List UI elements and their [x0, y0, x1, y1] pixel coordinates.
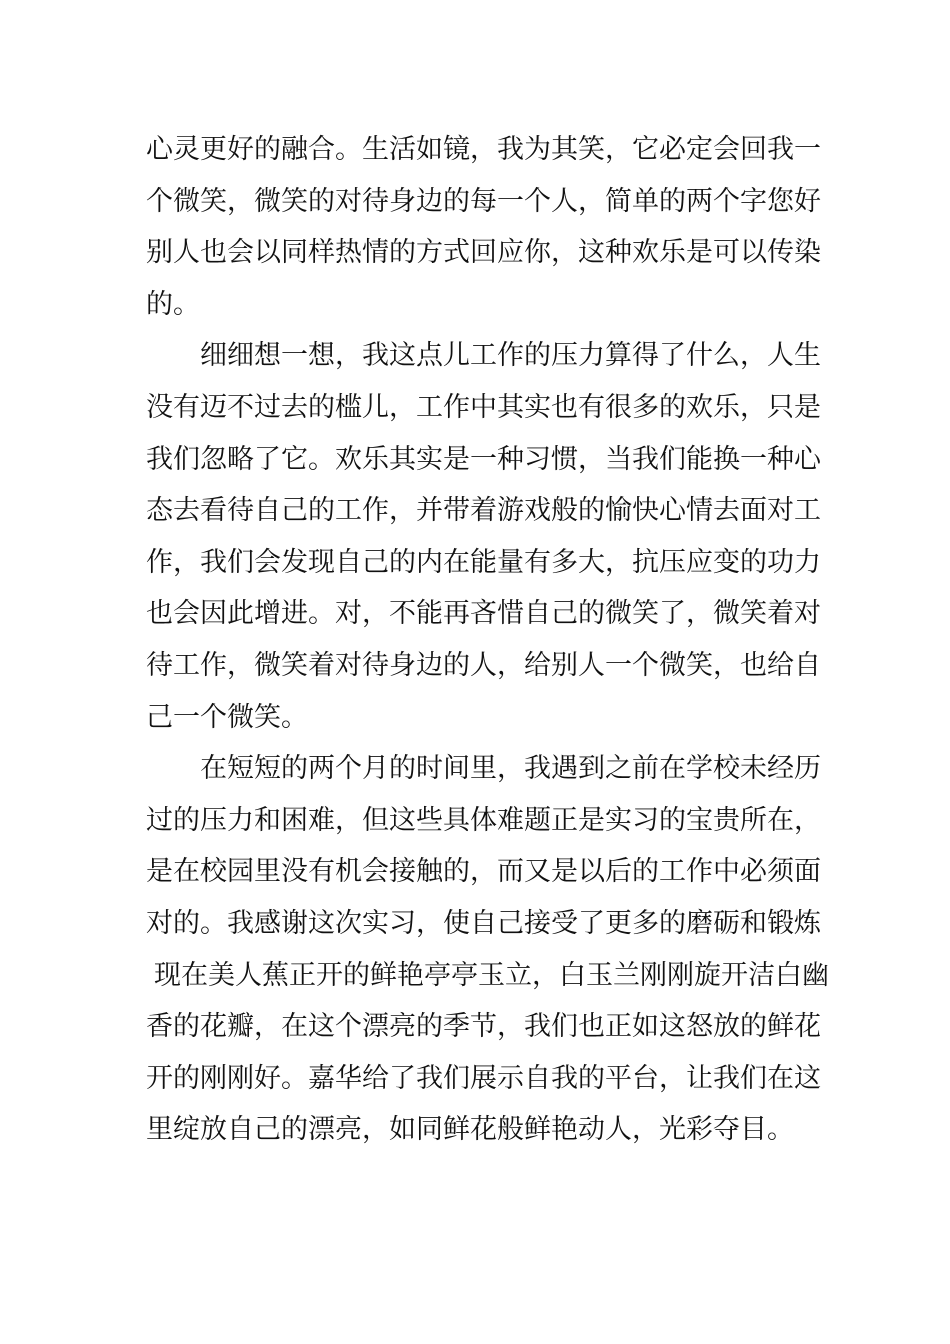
text-line: 我们忽略了它。欢乐其实是一种习惯，当我们能换一种心 — [146, 443, 821, 475]
text-line: 个微笑，微笑的对待身边的每一个人，简单的两个字您好 — [146, 185, 821, 217]
text-line: 开的刚刚好。嘉华给了我们展示自我的平台，让我们在这 — [146, 1062, 821, 1094]
text-line: 态去看待自己的工作，并带着游戏般的愉快心情去面对工 — [146, 495, 821, 527]
text-line: 没有迈不过去的槛儿，工作中其实也有很多的欢乐，只是 — [146, 391, 821, 423]
body-text — [146, 124, 829, 1156]
text-line: 对的。我感谢这次实习，使自己接受了更多的磨砺和锻炼 — [146, 907, 821, 939]
text-line: 过的压力和困难，但这些具体难题正是实习的宝贵所在， — [146, 804, 821, 836]
text-line: 作，我们会发现自己的内在能量有多大，抗压应变的功力 — [146, 546, 821, 578]
text-line: 是在校园里没有机会接触的，而又是以后的工作中必须面 — [146, 856, 821, 888]
text-line: 现在美人蕉正开的鲜艳亭亭玉立，白玉兰刚刚旋开洁白幽 — [154, 959, 829, 991]
text-line: 里绽放自己的漂亮，如同鲜花般鲜艳动人，光彩夺目。 — [146, 1114, 794, 1146]
text-line: 别人也会以同样热情的方式回应你，这种欢乐是可以传染 — [146, 237, 821, 269]
paragraph-first-line: 细细想一想，我这点儿工作的压力算得了什么，人生 — [200, 340, 821, 372]
text-line: 心灵更好的融合。生活如镜，我为其笑，它必定会回我一 — [146, 134, 821, 165]
text-line: 的。 — [146, 288, 200, 320]
text-line: 己一个微笑。 — [146, 701, 308, 733]
text-line: 也会因此增进。对，不能再吝惜自己的微笑了，微笑着对 — [146, 598, 821, 630]
text-line: 待工作，微笑着对待身边的人，给别人一个微笑，也给自 — [146, 649, 821, 681]
paragraph-first-line: 在短短的两个月的时间里，我遇到之前在学校未经历 — [200, 753, 821, 785]
text-line: 香的花瓣，在这个漂亮的季节，我们也正如这怒放的鲜花 — [146, 1011, 821, 1043]
